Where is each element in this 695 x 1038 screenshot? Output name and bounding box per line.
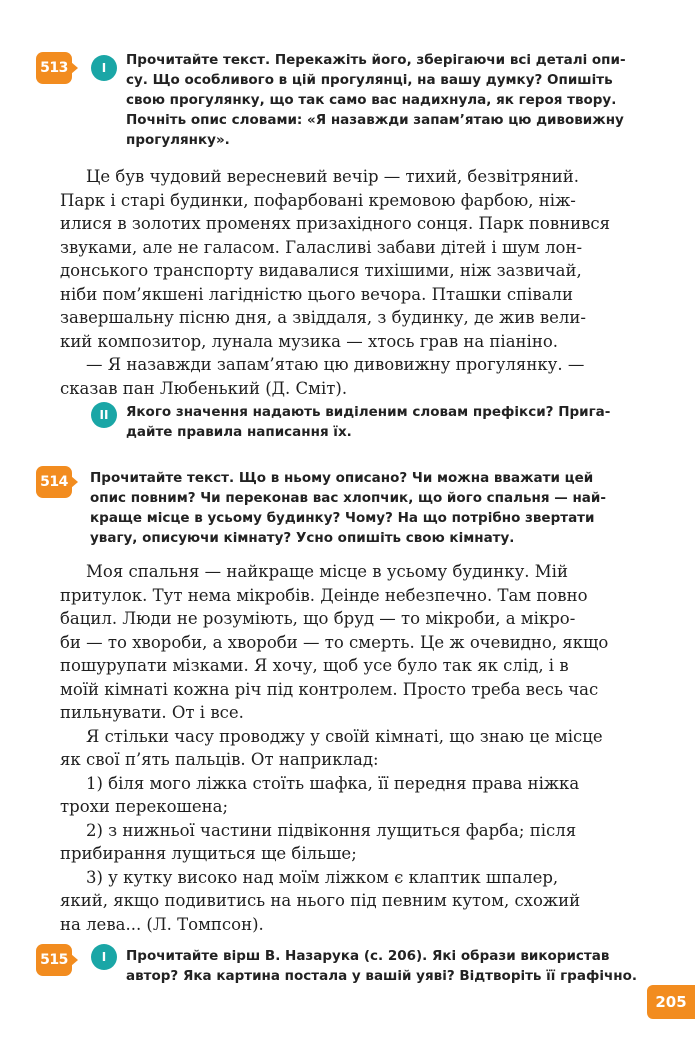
text-line: бацил. Люди не розуміють, що бруд — то мікроби, а мікро- bbox=[60, 609, 576, 628]
exercise-513-instruction: Прочитайте текст. Перекажіть його, зберігаючи всі деталі опи- су. Що особливого в цій прогулянці, на вашу думку? Опишіть свою прогулянку, що так само вас надихнула, як героя твору. Почніть опис словами: «Я назавжди запам’ятаю цю дивовижну прогулянку». bbox=[126, 52, 626, 148]
text-line: донського транспорту видавалися тихішими, ніж зазвичай, bbox=[60, 261, 582, 280]
text-line: 1) біля мого ліжка стоїть шафка, її передня права ніжка bbox=[86, 773, 580, 793]
level-marker: І bbox=[91, 944, 117, 970]
text-line: Парк і старі будинки, пофарбовані кремовою фарбою, ніж- bbox=[60, 190, 576, 210]
exercise-513-subtask-text: Якого значення надають виділеним словам префікси? Пригa- дайте правила написання їх. bbox=[126, 404, 611, 440]
exercise-514-text bbox=[60, 560, 640, 936]
level-marker: І bbox=[91, 55, 117, 81]
text-line: кий композитор, лунала музика — хтось грав на піаніно. bbox=[60, 331, 558, 351]
text-line: пильнувати. От і все. bbox=[60, 703, 244, 722]
text-line: — Я назавжди запам’ятаю цю дивовижну прогулянку. — bbox=[86, 355, 585, 374]
text-line: Я стільки часу проводжу у своїй кімнаті, що знаю це місце bbox=[86, 726, 603, 746]
text-line: би — то хвороби, а хвороби — то смерть. Це ж очевидно, якщо bbox=[60, 632, 609, 652]
text-line: Моя спальня — найкраще місце в усьому будинку. Мій bbox=[86, 562, 568, 581]
exercise-number-badge: 515 bbox=[36, 944, 72, 976]
level-marker: ІІ bbox=[91, 402, 117, 428]
text-line: 2) з нижньої частини підвіконня лущиться фарба; після bbox=[86, 820, 577, 840]
exercise-number-badge: 514 bbox=[36, 466, 72, 498]
exercise-514-instruction: Прочитайте текст. Що в ньому описано? Чи можна вважати цей опис повним? Чи переконав вас хлопчик, що його спальня — най- краще місце в усьому будинку? Чому? На що потрібно звертати увагу, описуючи кімнату? Усно опишіть свою кімнату. bbox=[90, 470, 606, 546]
text-line: Це був чудовий вересневий вечір — тихий, безвітряний. bbox=[86, 167, 580, 186]
text-line: ніби пом’якшені лагідністю цього вечора. Пташки співали bbox=[60, 284, 573, 304]
exercise-number-badge: 513 bbox=[36, 52, 72, 84]
text-line: илися в золотих променях призахідного сонця. Парк повнився bbox=[60, 214, 611, 233]
text-line: як свої п’ять пальців. От наприклад: bbox=[60, 750, 379, 769]
text-line: трохи перекошена; bbox=[60, 797, 229, 816]
text-line: звуками, але не галасом. Галасливі забави дітей і шум лон- bbox=[60, 237, 583, 257]
text-line: сказав пан Любенький (Д. Сміт). bbox=[60, 378, 348, 398]
exercise-513-text bbox=[60, 165, 640, 400]
text-line: на лева... (Л. Томпсон). bbox=[60, 914, 264, 934]
page-number: 205 bbox=[647, 985, 695, 1019]
text-line: пошурупати мізками. Я хочу, щоб усе було так як слід, і в bbox=[60, 656, 569, 675]
text-line: завершальну пісню дня, а звіддаля, з будинку, де жив вели- bbox=[60, 308, 586, 327]
text-line: прибирання лущиться ще більше; bbox=[60, 844, 357, 863]
text-line: який, якщо подивитись на нього під певним кутом, схожий bbox=[60, 891, 581, 910]
text-line: моїй кімнаті кожна річ під контролем. Просто треба весь час bbox=[60, 679, 599, 699]
text-line: притулок. Тут нема мікробів. Деінде небезпечно. Там повно bbox=[60, 585, 588, 605]
text-line: 3) у кутку високо над моїм ліжком є клаптик шпалер, bbox=[86, 867, 559, 887]
exercise-515-instruction: Прочитайте вірш В. Назарука (с. 206). Які образи використав автор? Яка картина постала у вашій уяві? Відтворіть її графічно. bbox=[126, 948, 637, 984]
